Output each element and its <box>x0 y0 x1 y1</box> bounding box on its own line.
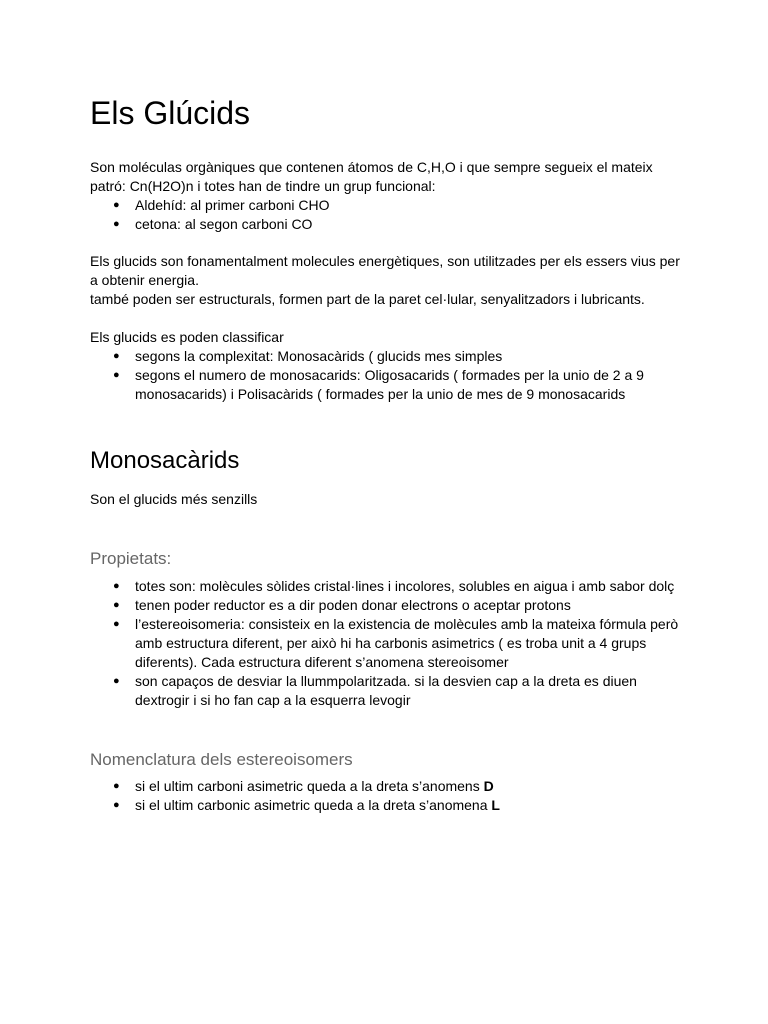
list-item <box>90 796 690 815</box>
bullet-icon: ● <box>113 618 120 630</box>
intro-line-1: Son moléculas orgàniques que contenen átomos de C,H,O i que sempre segueix el mateix <box>90 159 653 175</box>
bullet-icon: ● <box>113 218 120 230</box>
bullet-icon: ● <box>113 799 120 811</box>
intro-paragraph <box>90 158 690 234</box>
subheading-propietats: Propietats: <box>90 549 172 568</box>
classification-list <box>90 347 690 404</box>
list-item-text <box>135 796 690 815</box>
list-item-text: segons el numero de monosacarids: Oligosacarids ( formades per la unio de 2 a 9 <box>135 367 644 383</box>
energy-line-3: també poden ser estructurals, formen part de la paret cel·lular, senyalitzadors i lubricants. <box>90 291 645 307</box>
nomenclatura-list <box>90 777 690 815</box>
list-item-label: si el ultim carbonic asimetric queda a la dreta s’anomena <box>135 797 492 813</box>
energy-line-2: a obtenir energia. <box>90 272 199 288</box>
list-item <box>90 196 690 215</box>
stereoisomer-letter-d: D <box>483 778 494 794</box>
classification-intro: Els glucids es poden classificar <box>90 329 284 345</box>
list-item-text: tenen poder reductor es a dir poden donar electrons o aceptar protons <box>135 597 571 613</box>
list-item-text: amb estructura diferent, per això hi ha carbonis asimetrics ( es troba unit a 4 grups <box>135 635 647 651</box>
list-item-text: segons la complexitat: Monosacàrids ( glucids mes simples <box>135 348 503 364</box>
list-item-text: son capaços de desviar la llummpolaritzada. si la desvien cap a la dreta es diuen <box>135 673 637 689</box>
energy-paragraph <box>90 252 690 309</box>
list-item-text: dextrogir i si ho fan cap a la esquerra levogir <box>135 692 411 708</box>
subheading-nomenclatura: Nomenclatura dels estereoisomers <box>90 750 353 769</box>
energy-line-1: Els glucids son fonamentalment molecules energètiques, son utilitzades per els essers vius per <box>90 253 680 269</box>
list-item <box>90 347 690 366</box>
bullet-icon: ● <box>113 199 120 211</box>
list-item-text: l’estereoisomeria: consisteix en la existencia de molècules amb la mateixa fórmula però <box>135 616 679 632</box>
functional-group-list <box>90 196 690 234</box>
list-item <box>90 366 690 404</box>
propietats-list <box>90 577 690 710</box>
list-item-text: monosacarids) i Polisacàrids ( formades per la unio de mes de 9 monosacarids <box>135 386 626 402</box>
bullet-icon: ● <box>113 580 120 592</box>
bullet-icon: ● <box>113 675 120 687</box>
intro-line-2: patró: Cn(H2O)n i totes han de tindre un grup funcional: <box>90 178 436 194</box>
monosacarids-paragraph <box>90 490 690 509</box>
monosacarids-text: Son el glucids més senzills <box>90 491 258 507</box>
stereoisomer-letter-l: L <box>491 797 500 813</box>
list-item-text: totes son: molècules sòlides cristal·lines i incolores, solubles en aigua i amb sabor dolç <box>135 578 675 594</box>
list-item-text <box>135 777 690 796</box>
list-item <box>90 672 690 710</box>
list-item-text: diferents). Cada estructura diferent s’anomena stereoisomer <box>135 654 509 670</box>
bullet-icon: ● <box>113 599 120 611</box>
bullet-icon: ● <box>113 780 120 792</box>
list-item <box>90 615 690 672</box>
list-item <box>90 577 690 596</box>
section-heading-monosacarids: Monosacàrids <box>90 447 240 474</box>
list-item <box>90 215 690 234</box>
list-item-label: si el ultim carboni asimetric queda a la dreta s’anomens <box>135 778 484 794</box>
list-item-text: cetona: al segon carboni CO <box>135 216 313 232</box>
list-item <box>90 596 690 615</box>
classification-paragraph <box>90 328 690 404</box>
bullet-icon: ● <box>113 350 120 362</box>
bullet-icon: ● <box>113 369 120 381</box>
propietats-paragraph <box>90 577 690 710</box>
list-item <box>90 777 690 796</box>
nomenclatura-paragraph <box>90 777 690 815</box>
page-title: Els Glúcids <box>90 95 251 131</box>
list-item-text: Aldehíd: al primer carboni CHO <box>135 197 330 213</box>
